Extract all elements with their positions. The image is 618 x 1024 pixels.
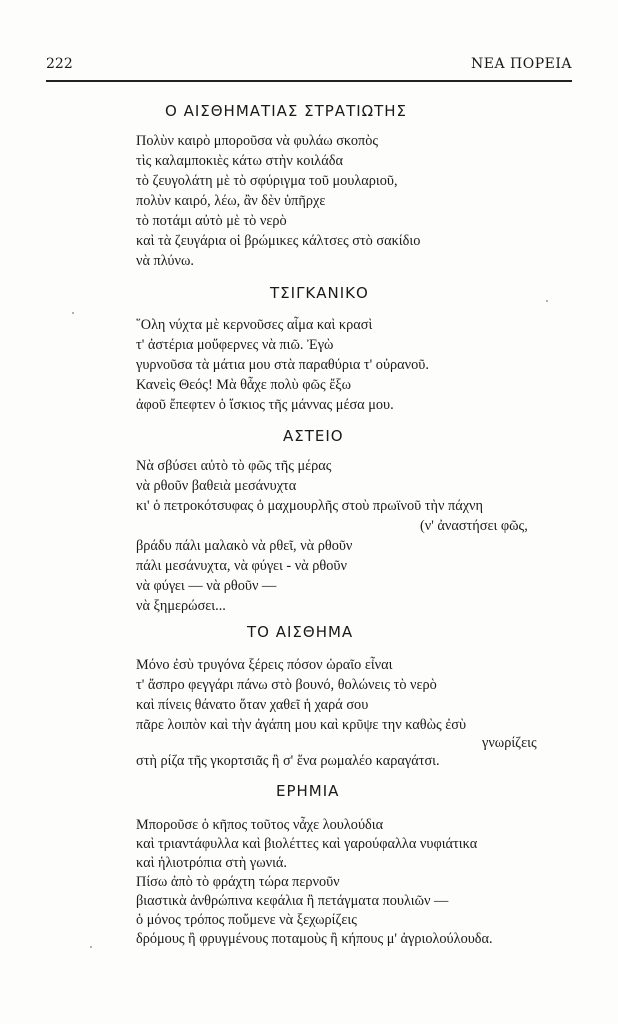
poem-line: Πολὺν καιρὸ μποροῦσα νὰ φυλάω σκοπὸς <box>136 133 378 149</box>
poem-line: τὸ ζευγολάτη μὲ τὸ σφύριγμα τοῦ μουλαριοῦ, <box>136 173 398 189</box>
poem-line: καὶ τὰ ζευγάρια οἱ βρώμικες κάλτσες στὸ σακίδιο <box>136 233 421 249</box>
poem-line: καὶ ἡλιοτρόπια στὴ γωνιά. <box>136 855 287 871</box>
poem-line: βιαστικὰ ἀνθρώπινα κεφάλια ἢ πετάγματα πουλιῶν — <box>136 893 449 909</box>
poem-line: δρόμους ἢ φρυγμένους ποταμοὺς ἢ κήπους μ' ἀγριολούλουδα. <box>136 931 493 947</box>
header-divider <box>46 80 572 82</box>
poem-line: ῞Ολη νύχτα μὲ κερνοῦσες αἷμα καὶ κρασὶ <box>136 317 373 333</box>
poem-line: πᾶρε λοιπὸν καὶ τὴν ἀγάπη μου καὶ κρῦψε την καθὼς ἐσὺ <box>136 717 467 733</box>
poem-line: πάλι μεσάνυχτα, νὰ φύγει - νὰ ρθοῦν <box>136 558 347 574</box>
poem-line: Μποροῦσε ὁ κῆπος τοῦτος νἆχε λουλούδια <box>136 817 384 833</box>
scan-speck <box>72 312 74 314</box>
poem-line: γνωρίζεις <box>482 735 537 751</box>
poem-line: νὰ φύγει — νὰ ρθοῦν — <box>136 578 277 594</box>
poem-line: γυρνοῦσα τὰ μάτια μου στὰ παραθύρια τ' οὐρανοῦ. <box>136 357 429 373</box>
poem-title: ΕΡΗΜΙΑ <box>276 782 340 800</box>
poem-line: Πίσω ἀπὸ τὸ φράχτη τώρα περνοῦν <box>136 874 340 890</box>
poem-line: στὴ ρίζα τῆς γκορτσιᾶς ἢ σ' ἕνα ρωμαλέο καραγάτσι. <box>136 753 440 769</box>
running-header <box>46 54 572 76</box>
poem-line: ὁ μόνος τρόπος ποὔμενε νὰ ξεχωρίζεις <box>136 912 357 928</box>
scan-speck <box>546 300 548 302</box>
poem-line: νὰ πλύνω. <box>136 253 194 269</box>
poem-line: τ' ἄσπρο φεγγάρι πάνω στὸ βουνό, θολώνεις τὸ νερὸ <box>136 677 437 693</box>
poem-line: τὶς καλαμποκιὲς κάτω στὴν κοιλάδα <box>136 153 343 169</box>
poem-line: Νὰ σβύσει αὐτὸ τὸ φῶς τῆς μέρας <box>136 458 332 474</box>
scan-speck <box>90 946 92 948</box>
poem-title: ΑΣΤΕΙΟ <box>283 427 344 445</box>
poem-title: ΤΟ ΑΙΣΘΗΜΑ <box>247 623 354 641</box>
poem-line: καὶ πίνεις θάνατο ὅταν χαθεῖ ἡ χαρά σου <box>136 697 369 713</box>
poem-line: τ' ἀστέρια μοὔφερνες νὰ πιῶ. Ἐγὼ <box>136 337 334 353</box>
poem-title: ΤΣΙΓΚΑΝΙΚΟ <box>270 284 369 302</box>
poem-line: ἀφοῦ ἔπεφτεν ὁ ἴσκιος τῆς μάννας μέσα μου. <box>136 397 394 413</box>
poem-line: νὰ ρθοῦν βαθειὰ μεσάνυχτα <box>136 478 297 494</box>
journal-title: ΝΕΑ ΠΟΡΕΙΑ <box>471 56 572 72</box>
poem-line: καὶ τριαντάφυλλα καὶ βιολέττες καὶ γαρούφαλλα νυφιάτικα <box>136 836 478 852</box>
poem-line: βράδυ πάλι μαλακὸ νὰ ρθεῖ, νὰ ρθοῦν <box>136 538 353 554</box>
poem-line: κι' ὁ πετροκότσυφας ὁ μαχμουρλῆς στοὺ πρωϊνοῦ τὴν πάχνη <box>136 498 483 514</box>
poem-line: νὰ ξημερώσει... <box>136 598 226 614</box>
poem-line: Μόνο ἐσὺ τρυγόνα ξέρεις πόσον ὡραῖο εἶναι <box>136 657 393 673</box>
poem-line: (ν' ἀναστήσει φῶς, <box>420 518 528 534</box>
poem-line: πολὺν καιρό, λέω, ἂν δὲν ὑπῆρχε <box>136 193 326 209</box>
page-number: 222 <box>46 56 73 72</box>
poem-line: Κανεὶς Θεός! Μὰ θἆχε πολὺ φῶς ἔξω <box>136 377 351 393</box>
poem-title: Ο ΑΙΣΘΗΜΑΤΙΑΣ ΣΤΡΑΤΙΩΤΗΣ <box>165 102 408 120</box>
poem-line: τὸ ποτάμι αὐτὸ μὲ τὸ νερὸ <box>136 213 287 229</box>
